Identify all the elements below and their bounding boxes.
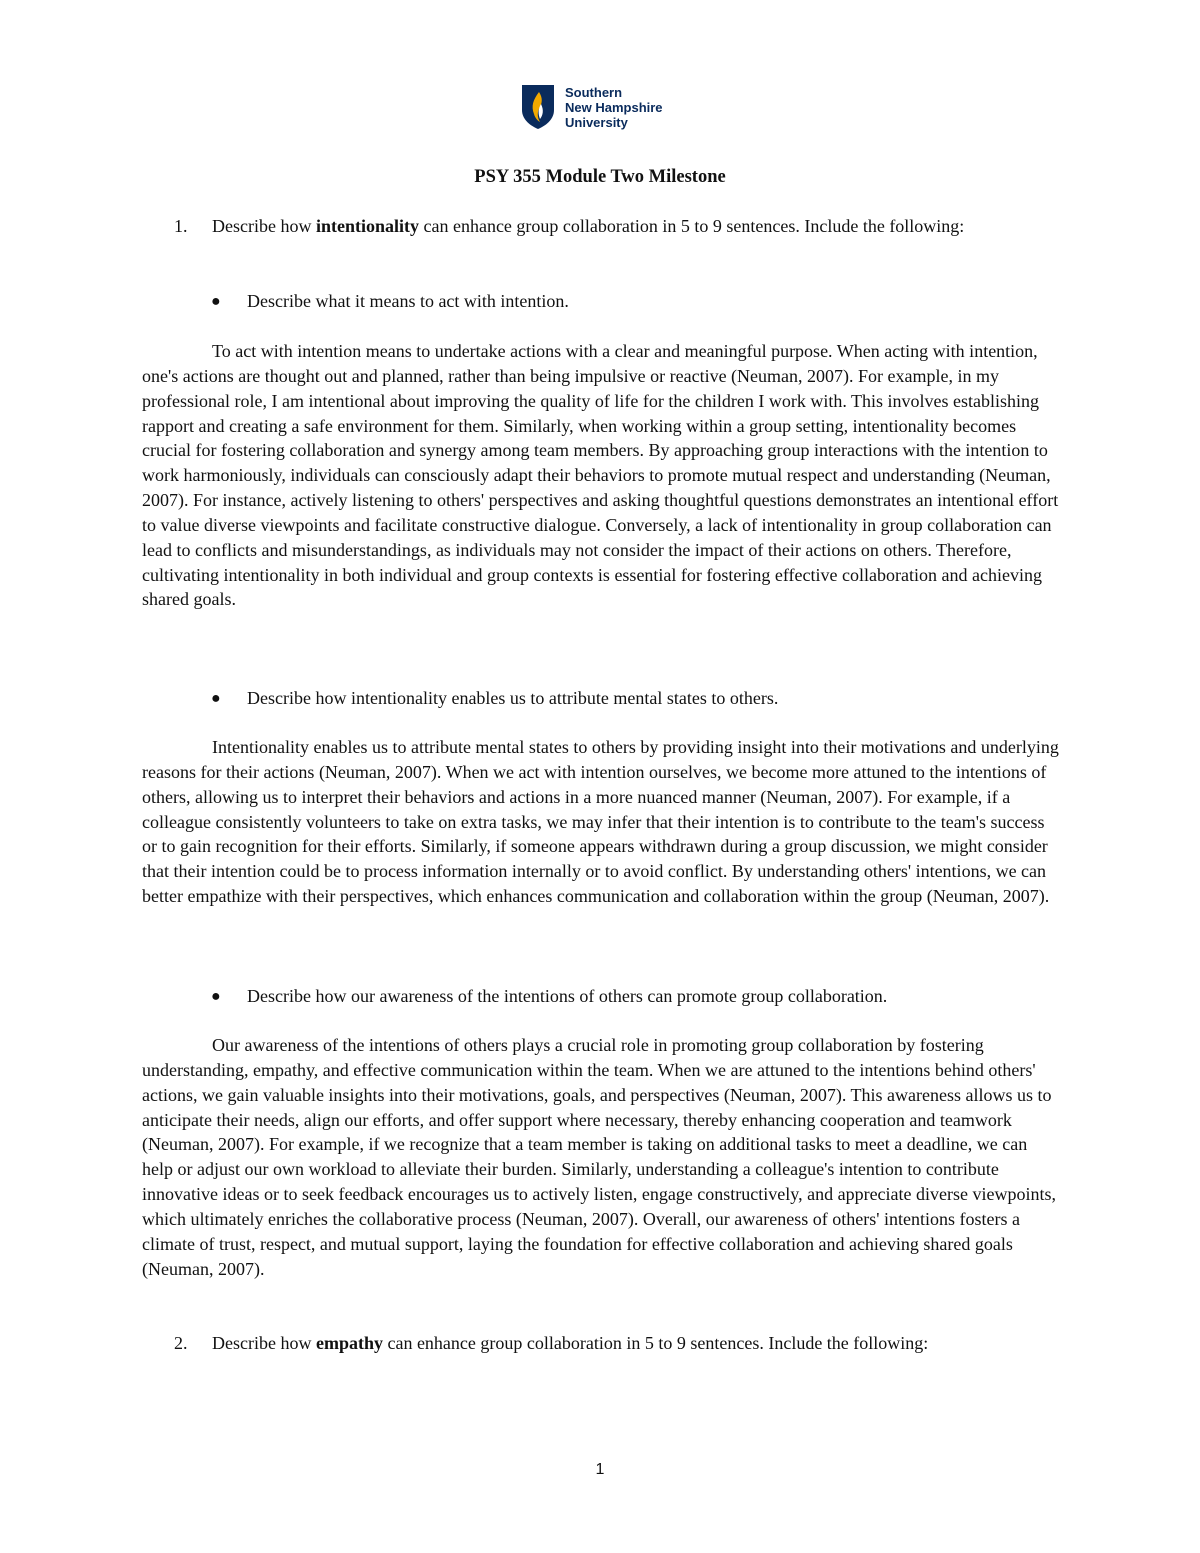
question-1-number: 1. — [174, 216, 188, 236]
question-2 — [142, 1331, 1047, 1356]
shield-flame-icon — [521, 84, 555, 130]
bullet-icon: ● — [211, 293, 221, 310]
logo-line-1: Southern — [565, 85, 623, 100]
question-1 — [142, 214, 1047, 239]
question-2-text: Describe how empathy can enhance group collaboration in 5 to 9 sentences. Include the following: — [212, 1333, 929, 1353]
bullet-text: Describe how intentionality enables us to attribute mental states to others. — [247, 688, 779, 708]
bullet-item-3 — [211, 984, 1051, 1009]
question-2-number: 2. — [174, 1333, 188, 1353]
logo-line-3: University — [565, 115, 628, 130]
bullet-item-2 — [211, 686, 1051, 711]
bullet-text: Describe how our awareness of the intentions of others can promote group collaboration. — [247, 986, 888, 1006]
bullet-item-1 — [211, 289, 1051, 314]
bullet-icon: ● — [211, 690, 221, 707]
bullet-text: Describe what it means to act with intention. — [247, 291, 569, 311]
page-number: 1 — [595, 1461, 605, 1478]
logo-line-2: New Hampshire — [565, 100, 663, 115]
answer-paragraph-2: Intentionality enables us to attribute mental states to others by providing insight into their motivations and underlying reasons for their actions (Neuman, 2007). When we act with intention ourselves, we become more attuned to the intentions of others, allowing us to interpret their behaviors and actions in a more nuanced manner (Neuman, 2007). For example, if a colleague consistently volunteers to take on extra tasks, we may infer that their intention is to contribute to the team's success or to gain recognition for their efforts. Similarly, if someone appears withdrawn during a group discussion, we might consider that their intention could be to process information internally or to avoid conflict. By understanding others' intentions, we can better empathize with their perspectives, which enhances communication and collaboration within the group (Neuman, 2007). — [142, 737, 1059, 907]
question-1-text: Describe how intentionality can enhance group collaboration in 5 to 9 sentences. Include the following: — [212, 216, 965, 236]
question-2-keyword: empathy — [315, 1333, 383, 1353]
logo-wordmark — [565, 84, 663, 130]
page-title: PSY 355 Module Two Milestone — [474, 167, 726, 187]
bullet-icon: ● — [211, 988, 221, 1005]
university-logo — [521, 84, 663, 132]
answer-paragraph-1: To act with intention means to undertake actions with a clear and meaningful purpose. When acting with intention, one's actions are thought out and planned, rather than being impulsive or reactive (Neuman, 2007). For example, in my professional role, I am intentional about improving the quality of life for the children I work with. This involves establishing rapport and creating a safe environment for them. Similarly, when working within a group setting, intentionality becomes crucial for fostering collaboration and synergy among team members. By approaching group interactions with the intention to work harmoniously, individuals can consciously adapt their behaviors to promote mutual respect and understanding (Neuman, 2007). For instance, actively listening to others' perspectives and asking thoughtful questions demonstrates an intentional effort to value diverse viewpoints and facilitate constructive dialogue. Conversely, a lack of intentionality in group collaboration can lead to conflicts and misunderstandings, as individuals may not consider the impact of their actions on others. Therefore, cultivating intentionality in both individual and group contexts is essential for fostering effective collaboration and achieving shared goals. — [142, 341, 1059, 610]
question-1-keyword: intentionality — [315, 216, 419, 236]
answer-paragraph-3: Our awareness of the intentions of others plays a crucial role in promoting group collaboration by fostering understanding, empathy, and effective communication within the team. When we are attuned to the intentions behind others' actions, we gain valuable insights into their motivations, goals, and perspectives (Neuman, 2007). This awareness allows us to anticipate their needs, align our efforts, and offer support where necessary, thereby enhancing cooperation and teamwork (Neuman, 2007). For example, if we recognize that a team member is taking on additional tasks to meet a deadline, we can help or adjust our own workload to alleviate their burden. Similarly, understanding a colleague's intention to contribute innovative ideas or to seek feedback encourages us to actively listen, engage constructively, and appreciate diverse viewpoints, which ultimately enriches the collaborative process (Neuman, 2007). Overall, our awareness of others' intentions fosters a climate of trust, respect, and mutual support, laying the foundation for effective collaboration and achieving shared goals (Neuman, 2007). — [142, 1035, 1057, 1279]
